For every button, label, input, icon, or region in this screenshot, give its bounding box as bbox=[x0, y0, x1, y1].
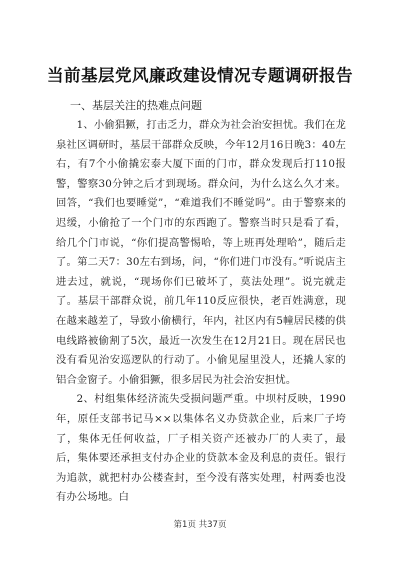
page-footer: 第1页 共37页 bbox=[173, 520, 227, 530]
paragraph-2: 2、村组集体经济流失受损问题严重。中坝村反映，1990年，原任支部书记马××以集体名义办贷款企业，后来厂子垮了，集体无任何收益，厂子相关资产还被办厂的人卖了，最后，集体要还承担支付办企业的贷款本金及利息的责任。银行为追款，就把村办公楼查封，至今没有落实处理，村两委也没有办公场地。白 bbox=[56, 393, 346, 504]
page-title: 当前基层党风廉政建设情况专题调研报告 bbox=[47, 66, 353, 85]
document-body bbox=[56, 116, 346, 508]
paragraph-1: 1、小偷猖獗，打击乏力，群众为社会治安担忧。我们在龙泉社区调研时，基层干部群众反映，今年12月16日晚3：40左右，有7个小偷撬宏泰大厦下面的门市，群众发现后打110报警，警察30分钟之后才到现场。群众问，为什么这么久才来。回答，“我们也要睡觉”，“难道我们不睡觉吗”。由于警察来的迟缓，小偷抢了一个门市的东西跑了。警察当时只是看了看，给几个门市说，“你们提高警惕哈，等上班再处理哈”，随后走了。第二天7：30左右到场，问，“你们进门市没有。”听说店主进去过，就说，“现场你们已破坏了，莫法处理”。说完就走了。基层干部群众说，前几年110反应很快，老百姓满意，现在越来越差了，导致小偷横行，年内，社区内有5幢居民楼的供电线路被偷割了5次，最近一次发生在12月21日。现在居民也没有看见治安巡逻队的行动了。小偷见屋里没人，还撬人家的铝合金窗子。小偷猖獗，很多居民为社会治安担忧。 bbox=[56, 119, 346, 386]
section-heading: 一、基层关注的热难点问题 bbox=[70, 99, 202, 112]
